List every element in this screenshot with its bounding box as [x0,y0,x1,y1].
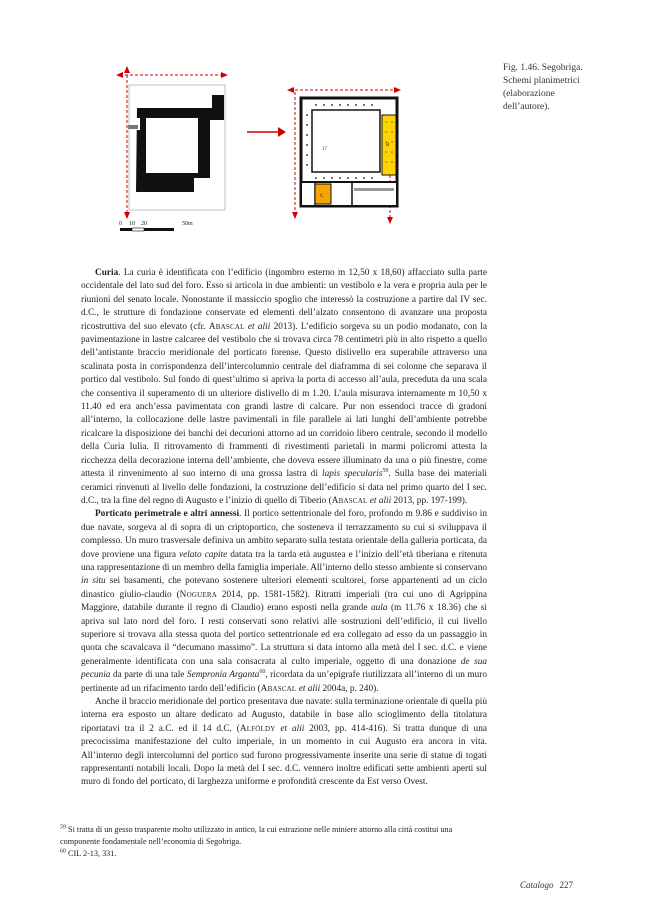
footnote-59: $^{59}$ Si tratta di un gesso trasparente molto utilizzato in antico, la cui estrazione nelle miniere attorno alla città costitui una componente fondamentale nell’economia di Segobriga. [60,824,453,846]
right-plan [287,87,401,224]
figure-caption [503,62,643,114]
section-heading-porticato: Porticato perimetrale e altri annessi [95,509,240,520]
author-name: Noguera [179,589,217,600]
plan-figure [112,60,502,275]
footnote-ref[interactable]: 59 [382,468,389,474]
paragraph-curia: Curia. La curia è identificata con l’edificio (ingombro esterno m 12,50 x 18,60) affacciato sulla parte occidentale del lato sud del foro. Esso si articola in due ambienti: un vestibolo e la vera e propria aula per le riunioni del senato locale. Nonostante il massiccio spoglio che interessò la costruzione a partire dal IV sec. d.C., le strutture di fondazione conservate ed elementi dell’alzato consentono di avanzare una proposta ricostruttiva del suo elevato (cfr. Abascal et alii 2013). L’edificio sorgeva su un podio modanato, con la pavimentazione in lastre calcaree del vestibolo che si trovava circa 78 centimetri più in alto rispetto a quello dell’antistante braccio meridionale del porticato forense. Questo dislivello era superabile attraverso una scalinata posta in corrispondenza dell’intercolumnio centrale del diaframma di sei colonne che separava il portico dal vestibolo. Sul fondo di quest’ultimo si apriva la porta di accesso all’aula, preceduta da una scala che consentiva il superamento di un ulteriore dislivello di m 1.20. L’aula misurava internamente m 10,50 x 11.40 ed era anch’essa pavimentata con grandi lastre di calcare. Pur non essendoci tracce di gradoni all’interno, la collocazione delle lastre pavimentali in file parallele ai lati lunghi dell’ambiente potrebbe ricalcare la disposizione dei banchi dei decurioni attorno ad un corridoio libero centrale, secondo il modello della Curia Iulia. Il ritrovamento di frammenti di rivestimenti parietali in marmi policromi attesta la ricchezza della decorazione interna dell’ambiente, che doveva essere illuminato da una o più finestre, come attesta il rinvenimento al suo interno di una grossa lastra di lapis specularis$^{59}$. Sulla base dei materiali ceramici rinvenuti al livello delle fondazioni, la costruzione dell’edificio si data nel primo quarto del I sec. d.C., tra la fine del regno di Augusto e l’inizio di quello di Tiberio (Abascal et alii 2013, pp. 197-199). [81,268,487,506]
page-number: 227 [559,880,574,890]
scale-label: 0 [119,221,122,227]
scale-label: 50m [182,221,193,227]
section-heading-curia: Curia [95,268,119,278]
caption-line: Fig. 1.46. Segobriga. [503,63,583,73]
author-name: Alföldy [239,723,276,734]
running-section: Catalogo [520,880,554,890]
footnotes [60,824,490,859]
scale-label: 20 [141,221,147,227]
author-name: Abascal [331,495,368,506]
room-label: 17 [322,147,327,152]
room-label: B [386,143,390,148]
caption-line: Schemi planimetrici [503,76,580,86]
caption-line: (elaborazione [503,89,555,99]
author-name: Abascal [208,321,245,332]
footnote-ref[interactable]: 60 [259,669,266,676]
left-plan [116,66,228,219]
paragraph-braccio: Anche il braccio meridionale del portico presentava due navate: sulla terminazione orientale di quella più interna era esposto un altare dedicato ad Augusto, databile in base allo scioglimento della titolatura riportatavi tra il 2 a.C. ed il 14 d.C. (Alföldy et alii 2003, pp. 414-416). Si tratta dunque di una precocissima manifestazione del culto imperiale, in un momento in cui Augusto era ancora in vita. All’interno degli intercolumni del portico sud furono progressivamente inserite una serie di statue di togati rappresentanti notabili locali. Dopo la metà del I sec. d.C. vennero inoltre edificati sette ambienti aperti sul muro di fondo del porticato, di larghezza uniforme e profondità crescente da Est verso Ovest. [81,697,487,788]
scale-label: 10 [129,221,135,227]
room-label: C [320,194,324,199]
caption-line: dell’autore). [503,102,550,112]
author-name: Abascal [260,683,297,694]
page-footer [520,880,573,890]
body-text [81,267,487,790]
footnote-60: $^{60}$ CIL 2-13, 331. [60,847,117,858]
paragraph-porticato: Porticato perimetrale e altri annessi. Il portico settentrionale del foro, profondo m 9.86 e suddiviso in due navate, sorgeva al di sopra di un criptoportico, che sosteneva il terrazzamento su cui si sviluppava il complesso. Un muro trasversale definiva un ambito separato sulla testata orientale della galleria porticata, da dove proviene una figura velato capite datata tra la tarda età augustea e l’inizio dell’età tiberiana e ritenuta una rappresentazione di un membro della famiglia imperiale. All’interno dello stesso ambiente si conservano in situ sei basamenti, che potevano sostenere ulteriori elementi scultorei, forse appartenenti ad un ciclo dinastico giulio-claudio (Noguera 2014, pp. 1581-1582). Ritratti imperiali (tra cui uno di Agrippina Maggiore, databile durante il regno di Claudio) erano esposti nella grande aula (m 11.76 x 18.36) che si apriva sul lato nord del foro. I resti conservati sono relativi alle sostruzioni dell’edificio, il cui livello superiore si trovava alla stessa quota del portico settentrionale ed era collegato ad esso da un passaggio in quota che scavalcava il “decumano massimo”. La struttura si data intorno alla metà del I sec. d.C. e viene generalmente identificata con una sala consacrata al culto imperiale, oggetto di una donazione de sua pecunia da parte di una tale Sempronia Arganta$^{60}$, ricordata da un’epigrafe riutilizzata all’interno di un muro pertinente ad un rifacimento tardo dell’edificio (Abascal et alii 2004a, p. 240). [81,509,488,694]
compare-arrow [247,127,286,137]
scale-bar [119,221,193,231]
